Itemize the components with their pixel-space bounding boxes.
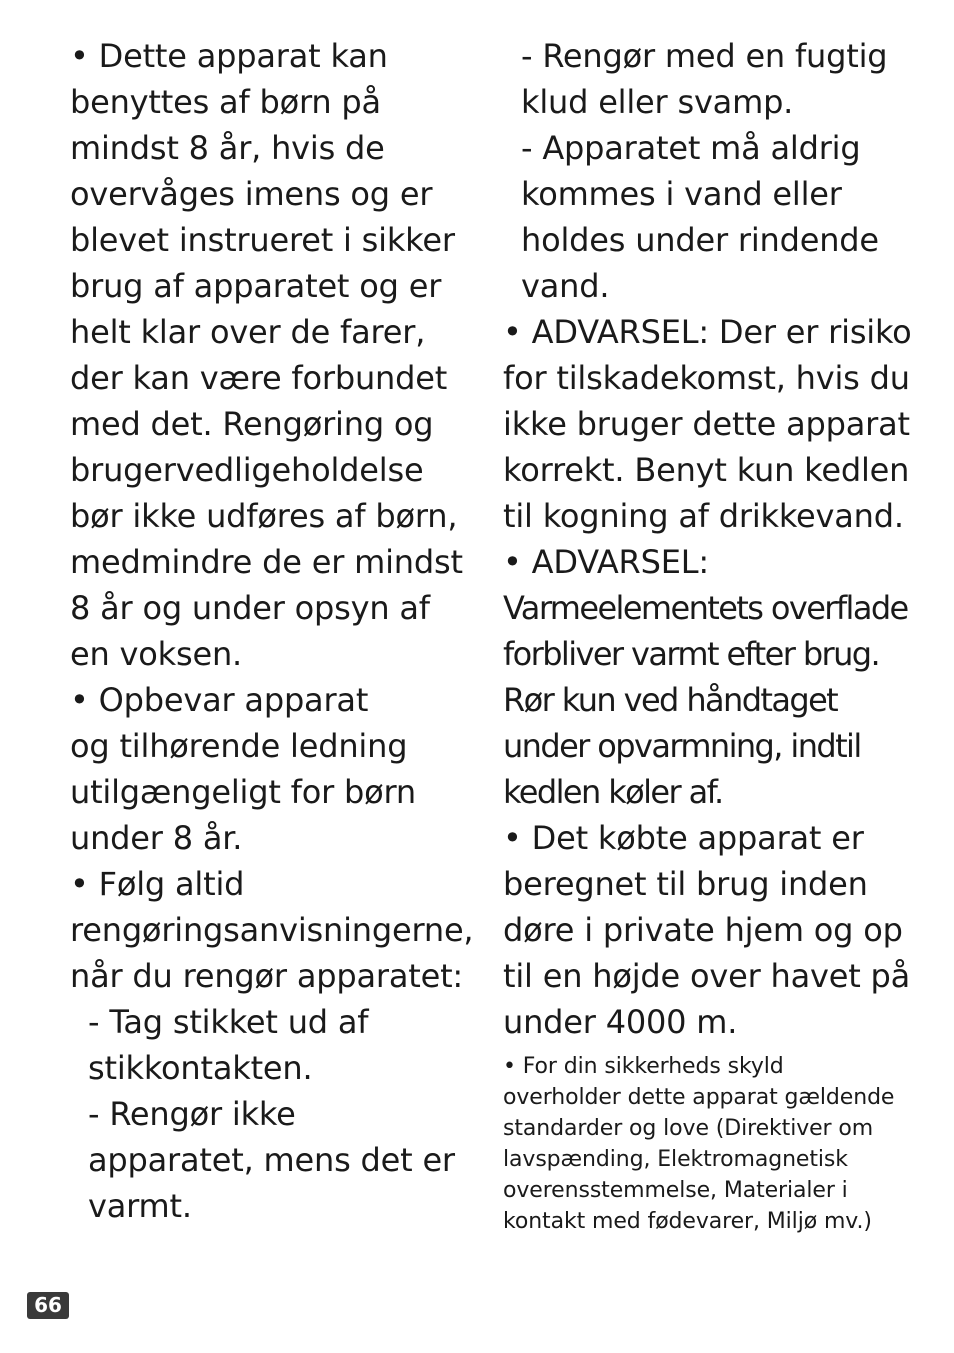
text-line: lavspænding, Elektromagnetisk — [503, 1147, 848, 1172]
cleaning-steps-continued — [503, 33, 933, 309]
text-line: overholder dette apparat gældende — [503, 1085, 895, 1110]
text-line: korrekt. Benyt kun kedlen — [503, 451, 910, 489]
text-line: kontakt med fødevarer, Miljø mv.) — [503, 1209, 872, 1234]
text-line: for tilskadekomst, hvis du — [503, 359, 910, 397]
text-line: med det. Rengøring og — [70, 405, 434, 443]
compliance-note — [503, 1051, 933, 1237]
text-line: til kogning af drikkevand. — [503, 497, 904, 535]
text-line: • Dette apparat kan — [70, 37, 388, 75]
text-line: rengøringsanvisningerne, — [70, 911, 474, 949]
text-line: under 4000 m. — [503, 1003, 738, 1041]
text-line: en voksen. — [70, 635, 243, 673]
text-line: under opvarmning, indtil — [503, 727, 861, 765]
usage-paragraph — [503, 815, 933, 1045]
text-line: overvåges imens og er — [70, 175, 433, 213]
list-item: vand. — [521, 267, 610, 305]
list-item: stikkontakten. — [88, 1049, 313, 1087]
list-item: kommes i vand eller — [521, 175, 842, 213]
text-line: bør ikke udføres af børn, — [70, 497, 458, 535]
text-line: • For din sikkerheds skyld — [503, 1054, 784, 1079]
list-item: varmt. — [88, 1187, 192, 1225]
cleaning-steps-list — [70, 999, 485, 1229]
text-line: og tilhørende ledning — [70, 727, 408, 765]
text-line: mindst 8 år, hvis de — [70, 129, 385, 167]
text-line: • Følg altid — [70, 865, 245, 903]
list-item: - Tag stikket ud af — [88, 1003, 369, 1041]
text-line: ikke bruger dette apparat — [503, 405, 910, 443]
text-line: under 8 år. — [70, 819, 243, 857]
text-line: brug af apparatet og er — [70, 267, 442, 305]
left-column — [70, 33, 485, 1229]
text-line: når du rengør apparatet: — [70, 957, 463, 995]
text-line: standarder og love (Direktiver om — [503, 1116, 874, 1141]
text-line: forbliver varmt efter brug. — [503, 635, 880, 673]
left-paragraphs — [70, 33, 485, 999]
text-line: Varmeelementets overflade — [503, 589, 908, 627]
text-line: helt klar over de farer, — [70, 313, 426, 351]
list-item: holdes under rindende — [521, 221, 879, 259]
list-item: klud eller svamp. — [521, 83, 794, 121]
text-line: der kan være forbundet — [70, 359, 448, 397]
heating-element-warning — [503, 585, 933, 815]
text-line: blevet instrueret i sikker — [70, 221, 455, 259]
text-line: • ADVARSEL: Der er risiko — [503, 313, 912, 351]
text-line: • Det købte apparat er — [503, 819, 864, 857]
text-line: • Opbevar apparat — [70, 681, 369, 719]
text-line: utilgængeligt for børn — [70, 773, 416, 811]
text-line: beregnet til brug inden — [503, 865, 868, 903]
warning-paragraphs — [503, 309, 933, 585]
text-line: medmindre de er mindst — [70, 543, 463, 581]
list-item: apparatet, mens det er — [88, 1141, 455, 1179]
text-line: kedlen køler af. — [503, 773, 723, 811]
list-item: - Apparatet må aldrig — [521, 129, 861, 167]
right-column — [503, 33, 933, 1237]
text-line: Rør kun ved håndtaget — [503, 681, 838, 719]
page-number-badge: 66 — [27, 1292, 69, 1319]
text-line: • ADVARSEL: — [503, 543, 709, 581]
text-line: døre i private hjem og op — [503, 911, 903, 949]
text-line: brugervedligeholdelse — [70, 451, 424, 489]
text-line: benyttes af børn på — [70, 83, 381, 121]
list-item: - Rengør ikke — [88, 1095, 296, 1133]
text-line: overensstemmelse, Materialer i — [503, 1178, 848, 1203]
text-line: til en højde over havet på — [503, 957, 911, 995]
text-line: 8 år og under opsyn af — [70, 589, 430, 627]
list-item: - Rengør med en fugtig — [521, 37, 888, 75]
